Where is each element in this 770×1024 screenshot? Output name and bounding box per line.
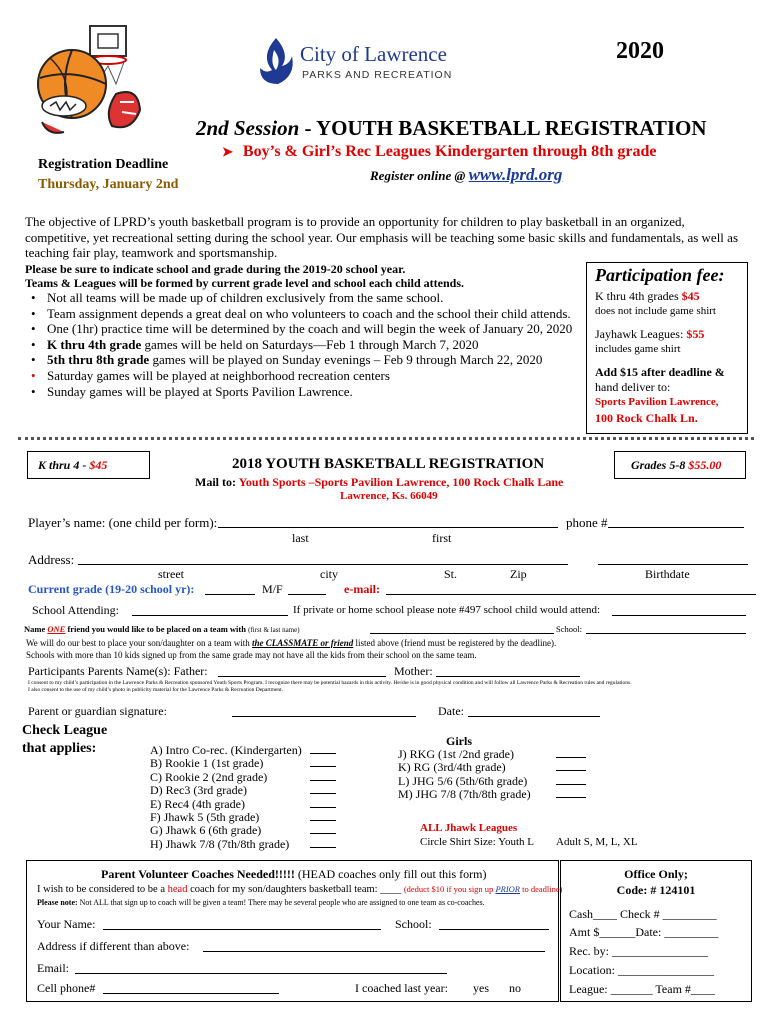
fee-jayhawk-line [595, 327, 704, 342]
friend-name-field[interactable] [370, 633, 554, 634]
league-checkbox[interactable] [556, 749, 586, 758]
list-item: • Not all teams will be made up of children exclusively from the same school. [25, 290, 585, 306]
last-caption: last [292, 531, 309, 545]
league-option-label: L) JHG 5/6 (5th/6th grade) [398, 773, 528, 788]
list-item: • Team assignment depends a great deal on who volunteers to coach and the school their child attends. [25, 306, 585, 322]
list-item [25, 337, 585, 353]
mf-label: M/F [262, 582, 283, 596]
mother-field[interactable] [436, 676, 580, 677]
your-name-field[interactable] [103, 929, 381, 930]
volunteer-deduct-post: to deadline) [519, 884, 563, 894]
league-option [398, 775, 586, 788]
note-school-grade: Please be sure to indicate school and grade during the 2019-20 school year. [25, 262, 406, 276]
consent-text-2: I also consent to the use of my child’s photo in publicity material for the Lawrence Parks & Recreation Department. [28, 687, 284, 693]
date-field[interactable] [468, 716, 600, 717]
cell-phone-label: Cell phone# [37, 981, 96, 995]
league-checkbox[interactable] [310, 839, 336, 848]
league-option-label: M) JHG 7/8 (7th/8th grade) [398, 787, 531, 802]
coach-school-field[interactable] [439, 929, 549, 930]
volunteer-line1-pre: I wish to be considered to be a [37, 884, 168, 895]
grades-price-box [614, 451, 746, 479]
league-option-label: G) Jhawk 6 (6th grade) [150, 823, 262, 838]
state-caption: St. [444, 567, 458, 581]
fee-k4-label: K thru 4th grades [595, 289, 679, 303]
office-location: Location: ________________ [569, 963, 714, 977]
volunteer-line1-post: coach for my son/daughters basketball team: ____ [187, 884, 402, 895]
check-league-line2: that applies: [22, 741, 97, 756]
mail-to-label: Mail to: [195, 475, 236, 489]
list-item [25, 352, 585, 368]
coach-email-label: Email: [37, 961, 69, 975]
league-option-label: C) Rookie 2 (2nd grade) [150, 769, 268, 784]
league-option-label: H) Jhawk 7/8 (7th/8th grade) [150, 836, 290, 851]
volunteer-note-text: Not ALL that sign up to coach will be given a team! There may be several people who are assigned to one team as co-coaches. [77, 898, 485, 907]
shirt-size-options[interactable]: Adult S, M, L, XL [556, 836, 638, 848]
city-caption: city [320, 567, 338, 581]
volunteer-deduct [404, 884, 563, 894]
league-option-label: J) RKG (1st /2nd grade) [398, 747, 514, 761]
friend-school-label: School: [556, 624, 582, 634]
league-checkbox[interactable] [310, 799, 336, 808]
homeschool-label: If private or home school please note #497 school child would attend: [293, 604, 601, 616]
coached-no-option[interactable]: no [509, 981, 521, 995]
volunteer-coach-box [26, 860, 563, 1002]
league-checkbox[interactable] [310, 825, 336, 834]
city-of-lawrence-logo [256, 36, 496, 90]
fee-jayhawk-note: includes game shirt [595, 343, 681, 355]
deliver-place-1: Sports Pavilion Lawrence, [595, 396, 719, 408]
coach-address-field[interactable] [203, 951, 545, 952]
girls-league-list [398, 748, 586, 802]
phone-label: phone # [566, 515, 608, 530]
street-caption: street [158, 567, 184, 581]
league-option [150, 798, 336, 811]
parents-label: Participants Parents Name(s): Father: [28, 664, 208, 678]
deadline-label: Registration Deadline [38, 157, 169, 172]
cut-line-divider [18, 437, 754, 440]
shirt-size-label: Circle Shirt Size: Youth L [420, 836, 534, 848]
league-option [150, 811, 336, 824]
fee-k4-price: $45 [681, 289, 700, 303]
volunteer-head: head [167, 884, 188, 895]
player-name-label: Player’s name: (one child per form): [28, 515, 218, 530]
address-label: Address: [28, 552, 75, 567]
fee-k4-line [595, 289, 700, 304]
arrow-icon: ➤ [222, 144, 233, 159]
office-only-box [560, 860, 752, 1002]
league-option [150, 838, 336, 851]
email-field[interactable] [386, 594, 756, 595]
k4-price-box [27, 451, 150, 479]
phone-field[interactable] [608, 527, 744, 528]
date-label: Date: [438, 704, 464, 718]
office-amount-date: Amt $______Date: _________ [569, 925, 719, 939]
mf-field[interactable] [288, 594, 326, 595]
logo-title: City of Lawrence [300, 42, 447, 66]
friend-label [24, 624, 300, 634]
fee-jayhawk-price: $55 [686, 327, 705, 341]
k4-price-text [38, 458, 107, 473]
league-option [398, 748, 586, 761]
friend-label-pre: Name [24, 624, 48, 634]
office-title: Office Only; [624, 867, 688, 881]
page-title [196, 116, 707, 141]
league-checkbox[interactable] [556, 789, 586, 798]
league-option [150, 757, 336, 770]
k4-price: $45 [89, 458, 108, 472]
office-league-team: League: _______ Team #____ [569, 982, 715, 996]
league-option [398, 788, 586, 801]
fee-jayhawk-label: Jayhawk Leagues: [595, 327, 684, 341]
list-item: • Saturday games will be played at neighborhood recreation centers [25, 368, 585, 384]
coach-email-field[interactable] [75, 973, 447, 974]
current-grade-field[interactable] [205, 594, 255, 595]
league-option [150, 784, 336, 797]
league-option [150, 744, 336, 757]
list-item: • One (1hr) practice time will be determined by the coach and will begin the week of January 20, 2020 [25, 321, 585, 337]
check-league-line1: Check League [22, 723, 108, 738]
late-fee: Add $15 after deadline & [595, 365, 725, 379]
volunteer-line1 [37, 884, 562, 895]
k4-label: K thru 4 - [38, 458, 90, 472]
grades-price: $55.00 [688, 458, 722, 472]
bullet-text: games will be held on Saturdays—Feb 1 through March 7, 2020 [144, 336, 479, 352]
basketball-cartoon-image [28, 22, 148, 140]
mail-to-line [195, 475, 563, 490]
office-rec-by: Rec. by: ________________ [569, 944, 708, 958]
bullet-bold: K thru 4th grade [47, 336, 142, 352]
school-attending-field[interactable] [132, 615, 288, 616]
volunteer-note-bold: Please note: [37, 898, 78, 907]
coached-last-year-label: I coached last year: [355, 981, 448, 995]
register-online-line [370, 165, 562, 185]
objective-paragraph: The objective of LPRD’s youth basketball program is to provide an opportunity for children to play basketball in an organized, competitive, yet recreational setting during the school year. Our emphasis will be teaching some basic skills and fundamentals, as well as teaching fair play, teamwork and sportsmanship. [25, 214, 739, 261]
info-bullet-list [25, 290, 585, 399]
session-label: 2nd Session [196, 116, 300, 140]
league-option-label: A) Intro Co-rec. (Kindergarten) [150, 743, 302, 757]
league-option [150, 771, 336, 784]
league-option-label: D) Rec3 (3rd grade) [150, 783, 247, 798]
league-option-label: F) Jhawk 5 (5th grade) [150, 810, 260, 825]
friend-note-2: Schools with more than 10 kids signed up from the same grade may not have all the kids from their school on the same team. [26, 650, 477, 660]
grades-price-text [631, 458, 721, 473]
first-caption: first [432, 531, 452, 545]
coached-yes-option[interactable]: yes [473, 981, 489, 995]
deliver-place-2: 100 Rock Chalk Ln. [595, 411, 698, 425]
title-text: - YOUTH BASKETBALL REGISTRATION [299, 116, 707, 140]
league-checkbox[interactable] [310, 812, 336, 821]
grades-label: Grades 5-8 [631, 458, 689, 472]
office-code: Code: # 124101 [616, 883, 696, 897]
boys-league-list [150, 744, 336, 851]
friend-label-small: (first & last name) [248, 626, 300, 634]
school-attending-label: School Attending: [32, 603, 119, 617]
bullet-bold: 5th thru 8th grade [47, 352, 150, 368]
consent-text-1: I consent to my child’s participation in the Lawrence Parks & Recreation sponsored Youth Sports Program. I recognize there may be potential hazards in this activity. He/she is in good physical condition and will follow all Lawrence Parks & Recreation rules and regulations. [28, 680, 632, 686]
coach-school-label: School: [395, 917, 432, 931]
friend-label-post: friend you would like to be placed on a team with [65, 624, 249, 634]
deadline-date: Thursday, January 2nd [38, 177, 179, 192]
league-checkbox[interactable] [310, 772, 336, 781]
current-grade-label: Current grade (19-20 school yr): [28, 582, 195, 596]
league-checkbox[interactable] [556, 776, 586, 785]
fee-k4-note: does not include game shirt [595, 305, 716, 317]
hand-deliver: hand deliver to: [595, 380, 671, 394]
list-item: • Sunday games will be played at Sports Pavilion Lawrence. [25, 384, 585, 400]
office-cash-check: Cash____ Check # _________ [569, 907, 717, 921]
register-online-label: Register online @ [370, 168, 466, 183]
volunteer-note [37, 898, 485, 907]
homeschool-field[interactable] [612, 615, 746, 616]
mail-to-address: Youth Sports –Sports Pavilion Lawrence, 100 Rock Chalk Lane [238, 475, 564, 489]
mail-city: Lawrence, Ks. 66049 [340, 490, 438, 502]
note-teams-formed: Teams & Leagues will be formed by current grade level and school each child attends. [25, 276, 464, 290]
volunteer-prior: PRIOR [495, 884, 520, 894]
volunteer-title-bold: Parent Volunteer Coaches Needed!!!!! [101, 867, 295, 881]
league-checkbox[interactable] [310, 745, 336, 754]
league-option-label: E) Rec4 (4th grade) [150, 796, 245, 811]
father-field[interactable] [218, 676, 386, 677]
signature-label: Parent or guardian signature: [28, 704, 167, 718]
check-league-heading [22, 722, 107, 758]
cell-phone-field[interactable] [103, 993, 279, 994]
league-option-label: K) RG (3rd/4th grade) [398, 760, 506, 775]
coach-address-label: Address if different than above: [37, 939, 190, 953]
logo-subtitle: PARKS AND RECREATION [302, 69, 453, 81]
jhawk-note: ALL Jhawk Leagues [420, 822, 518, 834]
your-name-label: Your Name: [37, 917, 96, 931]
signature-field[interactable] [232, 716, 416, 717]
form-title: 2018 YOUTH BASKETBALL REGISTRATION [232, 456, 545, 472]
player-name-field[interactable] [218, 527, 558, 528]
zip-caption: Zip [510, 567, 527, 581]
friend-note-1 [26, 638, 556, 648]
birthdate-field[interactable] [598, 564, 748, 565]
fee-title: Participation fee: [595, 265, 725, 285]
friend-label-one: ONE [47, 624, 66, 634]
league-checkbox[interactable] [310, 758, 336, 767]
email-label: e-mail: [344, 582, 380, 596]
volunteer-title-rest: (HEAD coaches only fill out this form) [294, 867, 487, 881]
year-label: 2020 [616, 38, 664, 64]
friend-note-em: the CLASSMATE or friend [251, 638, 354, 648]
friend-school-field[interactable] [586, 633, 746, 634]
leagues-subtitle [222, 143, 657, 161]
participation-fee-box [586, 262, 748, 434]
league-checkbox[interactable] [310, 785, 336, 794]
volunteer-title [101, 867, 486, 882]
mother-label: Mother: [394, 664, 433, 678]
volunteer-deduct-pre: (deduct $10 if you sign up [403, 884, 496, 894]
website-link[interactable]: www.lprd.org [468, 165, 563, 184]
league-option-label: B) Rookie 1 (1st grade) [150, 756, 264, 771]
friend-note-post: listed above (friend must be registered by the deadline). [353, 638, 557, 648]
bullet-text: games will be played on Sunday evenings – Feb 9 through March 22, 2020 [152, 352, 543, 368]
leagues-text: Boy’s & Girl’s Rec Leagues Kindergarten through 8th grade [242, 143, 657, 160]
league-checkbox[interactable] [556, 762, 586, 771]
friend-note-pre: We will do our best to place your son/daughter on a team with [26, 638, 252, 648]
league-option [398, 761, 586, 774]
girls-heading: Girls [446, 734, 472, 748]
league-option [150, 824, 336, 837]
birthdate-caption: Birthdate [645, 567, 690, 581]
address-field[interactable] [78, 564, 568, 565]
